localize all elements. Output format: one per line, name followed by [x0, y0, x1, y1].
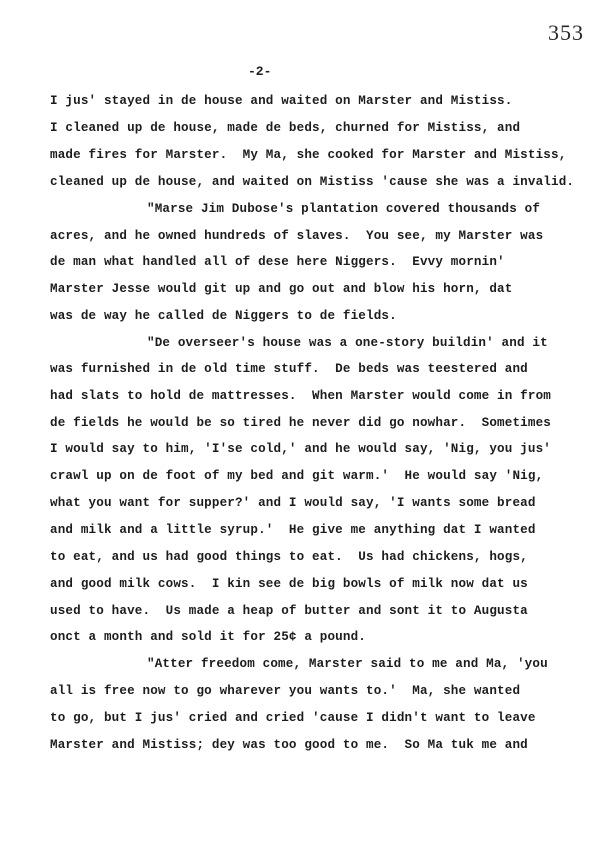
text-line: used to have. Us made a heap of butter and sont it to Augusta: [50, 604, 528, 618]
text-line: cleaned up de house, and waited on Mistiss 'cause she was a invalid.: [50, 175, 575, 189]
text-line: de man what handled all of dese here Niggers. Evvy mornin': [50, 255, 505, 269]
text-line: to eat, and us had good things to eat. Us had chickens, hogs,: [50, 550, 528, 564]
text-line: "De overseer's house was a one-story buildin' and it: [147, 336, 548, 350]
text-line: de fields he would be so tired he never did go nowhar. Sometimes: [50, 416, 551, 430]
sheet-number: -2-: [248, 64, 272, 79]
text-line: and milk and a little syrup.' He give me anything dat I wanted: [50, 523, 536, 537]
text-line: I jus' stayed in de house and waited on Marster and Mistiss.: [50, 94, 513, 108]
text-line: what you want for supper?' and I would say, 'I wants some bread: [50, 496, 536, 510]
text-line: to go, but I jus' cried and cried 'cause I didn't want to leave: [50, 711, 536, 725]
text-line: had slats to hold de mattresses. When Marster would come in from: [50, 389, 551, 403]
text-line: "Marse Jim Dubose's plantation covered thousands of: [147, 202, 541, 216]
text-line: was de way he called de Niggers to de fields.: [50, 309, 397, 323]
text-line: acres, and he owned hundreds of slaves. You see, my Marster was: [50, 229, 544, 243]
text-line: and good milk cows. I kin see de big bowls of milk now dat us: [50, 577, 528, 591]
text-line: Marster Jesse would git up and go out and blow his horn, dat: [50, 282, 513, 296]
text-line: made fires for Marster. My Ma, she cooked for Marster and Mistiss,: [50, 148, 567, 162]
text-line: onct a month and sold it for 25¢ a pound.: [50, 630, 367, 644]
page-number: 353: [548, 20, 584, 45]
text-line: "Atter freedom come, Marster said to me and Ma, 'you: [147, 657, 548, 671]
text-line: crawl up on de foot of my bed and git warm.' He would say 'Nig,: [50, 469, 544, 483]
text-line: I would say to him, 'I'se cold,' and he would say, 'Nig, you jus': [50, 442, 551, 456]
text-line: was furnished in de old time stuff. De beds was teestered and: [50, 362, 528, 376]
text-line: Marster and Mistiss; dey was too good to me. So Ma tuk me and: [50, 738, 528, 752]
text-line: all is free now to go wharever you wants to.' Ma, she wanted: [50, 684, 521, 698]
text-line: I cleaned up de house, made de beds, churned for Mistiss, and: [50, 121, 521, 135]
